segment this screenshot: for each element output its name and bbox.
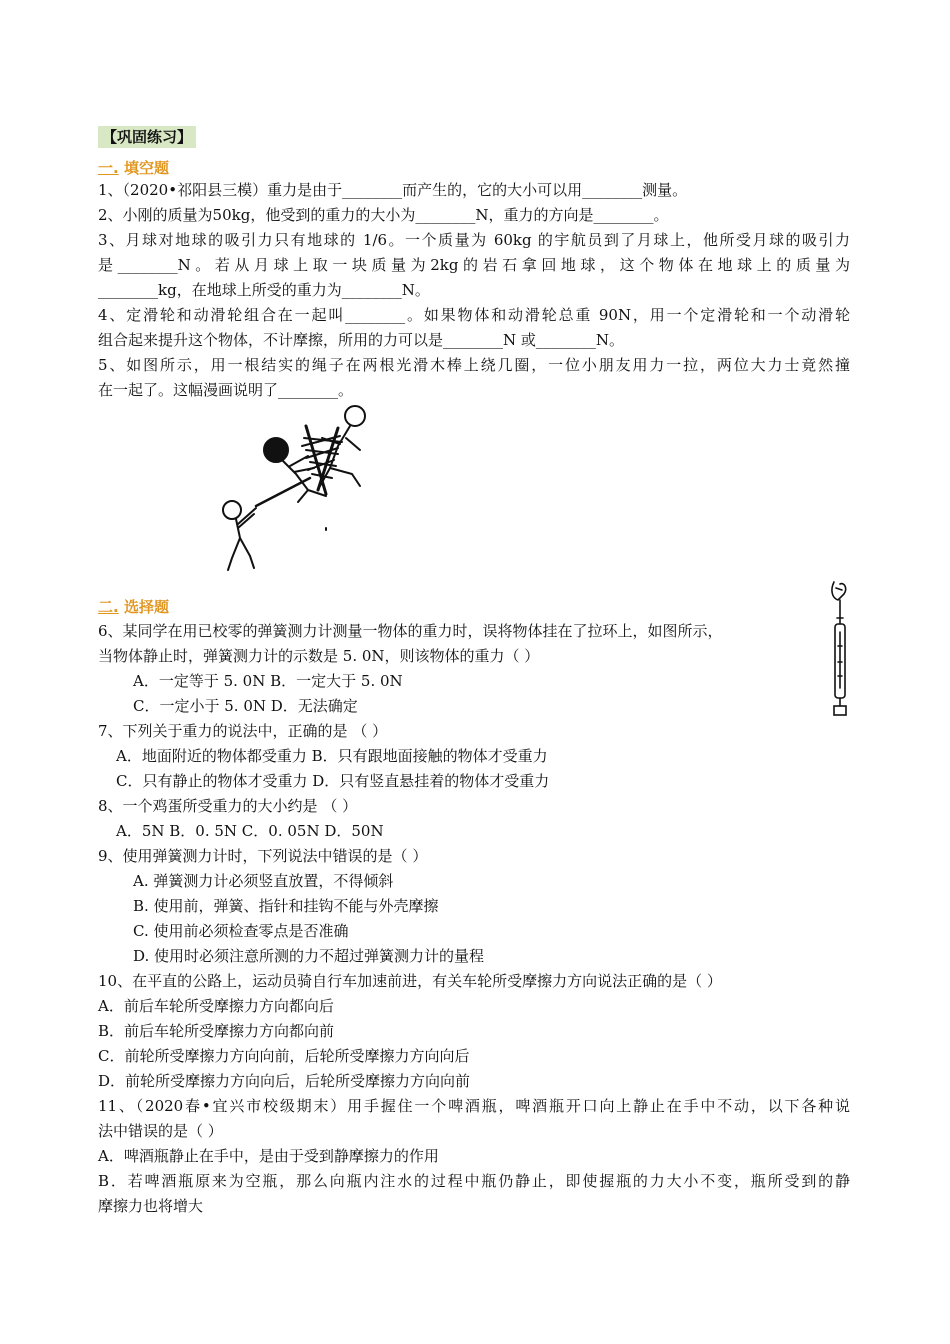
question-11-line-2: 法中错误的是（ ） xyxy=(98,1122,223,1140)
question-11-option-b-line-1: B．若啤酒瓶原来为空瓶，那么向瓶内注水的过程中瓶仍静止，即使握瓶的力大小不变，瓶所受到的静 xyxy=(98,1172,850,1190)
question-4-line-2: 组合起来提升这个物体，不计摩擦，所用的力可以是________N 或________N。 xyxy=(98,331,625,349)
question-11-option-a: A．啤酒瓶静止在手中，是由于受到静摩擦力的作用 xyxy=(98,1147,439,1165)
question-7: 7、下列关于重力的说法中，正确的是 （ ） xyxy=(98,722,388,740)
spring-scale-figure xyxy=(826,576,856,718)
question-10-option-c: C．前轮所受摩擦力方向向前，后轮所受摩擦力方向向后 xyxy=(98,1047,470,1065)
section-choice-heading xyxy=(98,596,169,618)
question-11-line-1: 11、（2020春•宜兴市校级期末）用手握住一个啤酒瓶，啤酒瓶开口向上静止在手中不动，以下各种说 xyxy=(98,1097,850,1115)
question-1: 1、（2020•祁阳县三模）重力是由于________而产生的，它的大小可以用________测量。 xyxy=(98,181,688,199)
question-8: 8、一个鸡蛋所受重力的大小约是 （ ） xyxy=(98,797,358,815)
question-10-option-b: B．前后车轮所受摩擦力方向都向前 xyxy=(98,1022,335,1040)
question-6-line-2: 当物体静止时，弹簧测力计的示数是 5. 0N，则该物体的重力（ ） xyxy=(98,647,540,665)
question-6-options-1: A．一定等于 5. 0N B．一定大于 5. 0N xyxy=(133,672,403,690)
question-9-option-c: C. 使用前必须检查零点是否准确 xyxy=(133,922,349,940)
question-5-line-1: 5、如图所示，用一根结实的绳子在两根光滑木棒上绕几圈，一位小朋友用力一拉，两位大力士竟然撞 xyxy=(98,356,850,374)
practice-tag: 【巩固练习】 xyxy=(98,126,196,148)
question-11-option-b-line-2: 摩擦力也将增大 xyxy=(98,1197,204,1215)
section-choice-title: 选择题 xyxy=(123,598,169,616)
question-3-line-2: 是________N。若从月球上取一块质量为2kg的岩石拿回地球，这个物体在地球上的质量为 xyxy=(98,256,850,274)
question-6-options-2: C．一定小于 5. 0N D．无法确定 xyxy=(133,697,358,715)
section-fill-title: 填空题 xyxy=(123,159,169,177)
question-5-line-2: 在一起了。这幅漫画说明了________。 xyxy=(98,381,354,399)
question-2: 2、小刚的质量为50kg，他受到的重力的大小为________N，重力的方向是________。 xyxy=(98,206,669,224)
question-3-line-3: ________kg，在地球上所受的重力为________N。 xyxy=(98,281,430,299)
question-9-option-a: A. 弹簧测力计必须竖直放置，不得倾斜 xyxy=(133,872,394,890)
question-10: 10、在平直的公路上，运动员骑自行车加速前进，有关车轮所受摩擦力方向说法正确的是（ ） xyxy=(98,972,722,990)
question-9-option-b: B. 使用前，弹簧、指针和挂钩不能与外壳摩擦 xyxy=(133,897,439,915)
question-6-line-1: 6、某同学在用已校零的弹簧测力计测量一物体的重力时，误将物体挂在了拉环上，如图所示， xyxy=(98,622,723,640)
question-4-line-1: 4、定滑轮和动滑轮组合在一起叫________。如果物体和动滑轮总重 90N，用一个定滑轮和一个动滑轮 xyxy=(98,306,850,324)
question-3-line-1: 3、月球对地球的吸引力只有地球的 1/6。一个质量为 60kg 的宇航员到了月球上，他所受月球的吸引力 xyxy=(98,231,850,249)
question-10-option-a: A．前后车轮所受摩擦力方向都向后 xyxy=(98,997,334,1015)
question-7-options-1: A．地面附近的物体都受重力 B．只有跟地面接触的物体才受重力 xyxy=(116,747,548,765)
question-7-options-2: C．只有静止的物体才受重力 D．只有竖直悬挂着的物体才受重力 xyxy=(116,772,550,790)
question-9: 9、使用弹簧测力计时，下列说法中错误的是（ ） xyxy=(98,847,428,865)
section-choice-number: 二. xyxy=(98,598,119,616)
question-9-option-d: D. 使用时必须注意所测的力不超过弹簧测力计的量程 xyxy=(133,947,485,965)
question-8-options: A．5N B．0. 5N C．0. 05N D．50N xyxy=(116,822,384,840)
rope-cartoon-figure xyxy=(210,398,385,578)
section-fill-number: 一. xyxy=(98,159,119,177)
question-10-option-d: D．前轮所受摩擦力方向向后，后轮所受摩擦力方向向前 xyxy=(98,1072,471,1090)
section-fill-heading xyxy=(98,157,169,179)
